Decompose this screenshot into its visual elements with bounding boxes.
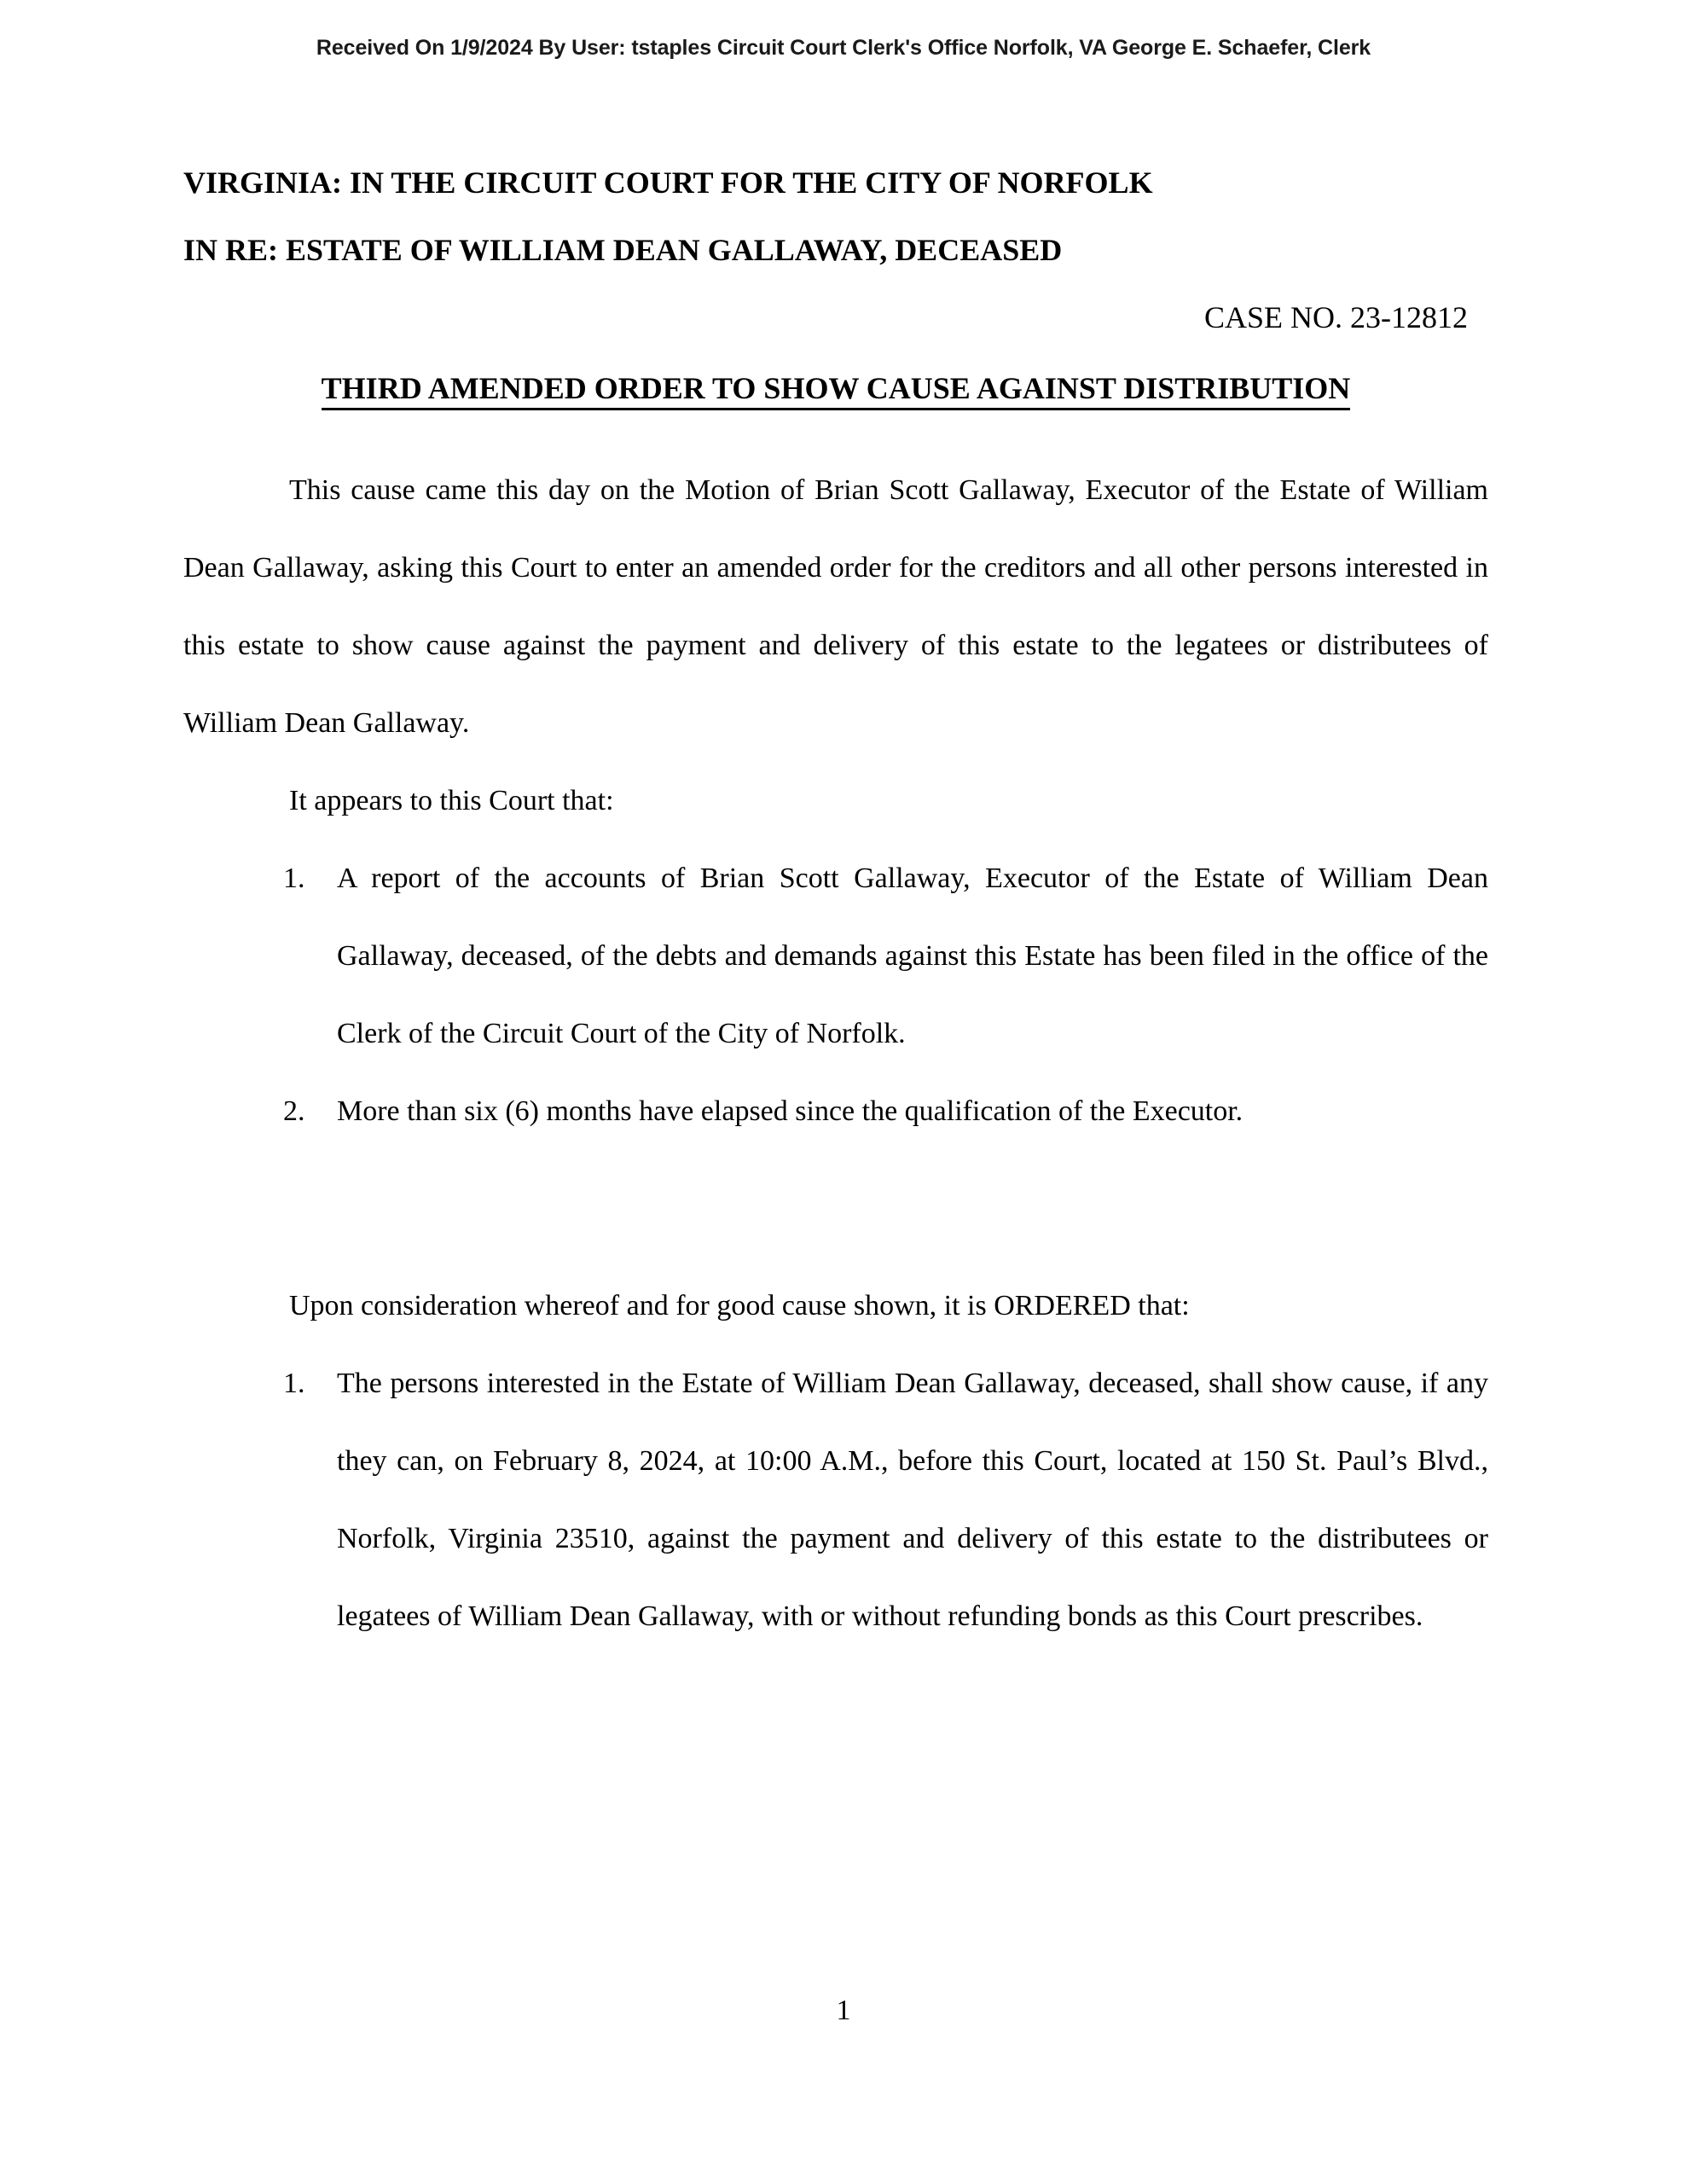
opening-paragraph: This cause came this day on the Motion of Brian Scott Gallaway, Executor of the Estate of William Dean Gallaway, asking this Court to enter an amended order for the creditors and all other persons interested in this estate to show cause against the payment and delivery of this estate to the legatees or distributees of William Dean Gallaway.: [183, 474, 1488, 739]
order-title: [183, 373, 1488, 404]
filing-stamp-header: Received On 1/9/2024 By User: tstaples Circuit Court Clerk's Office Norfolk, VA George E. Schaefer, Clerk: [316, 36, 1371, 60]
list-item-text: The persons interested in the Estate of William Dean Gallaway, deceased, shall show cause, if any they can, on February 8, 2024, at 10:00 A.M., before this Court, located at 150 St. Paul’s Blvd., Norfolk, Virginia 23510, against the payment and delivery of this estate to the distributees or legatees of William Dean Gallaway, with or without refunding bonds as this Court prescribes.: [337, 1368, 1488, 1632]
list-item-text: More than six (6) months have elapsed since the qualification of the Executor.: [337, 1095, 1244, 1127]
list-marker: 1.: [283, 1368, 305, 1399]
ordered-list: [183, 1345, 1488, 1655]
case-number: CASE NO. 23-12812: [1203, 300, 1468, 334]
document-body: [183, 167, 1488, 1655]
list-marker: 2.: [283, 1095, 305, 1127]
order-title-text: THIRD AMENDED ORDER TO SHOW CAUSE AGAINST DISTRIBUTION: [322, 371, 1351, 410]
list-marker: 1.: [283, 863, 305, 894]
page-number: 1: [836, 1995, 851, 2026]
ordered-lead-in: Upon consideration whereof and for good cause shown, it is ORDERED that:: [289, 1290, 1190, 1321]
findings-list: [183, 839, 1488, 1150]
paragraph-spacer: [183, 1228, 1488, 1267]
findings-lead-in: It appears to this Court that:: [289, 785, 614, 816]
paragraph-spacer: [183, 1150, 1488, 1228]
court-caption-line: VIRGINIA: IN THE CIRCUIT COURT FOR THE CITY OF NORFOLK: [183, 166, 1153, 200]
estate-caption-line: IN RE: ESTATE OF WILLIAM DEAN GALLAWAY, DECEASED: [183, 233, 1063, 267]
findings-list-item: [183, 839, 1488, 1072]
ordered-list-item: [183, 1345, 1488, 1655]
findings-list-item: [183, 1072, 1488, 1150]
list-item-text: A report of the accounts of Brian Scott Gallaway, Executor of the Estate of William Dean Gallaway, deceased, of the debts and demands against this Estate has been filed in the office of the Clerk of the Circuit Court of the City of Norfolk.: [337, 863, 1488, 1049]
